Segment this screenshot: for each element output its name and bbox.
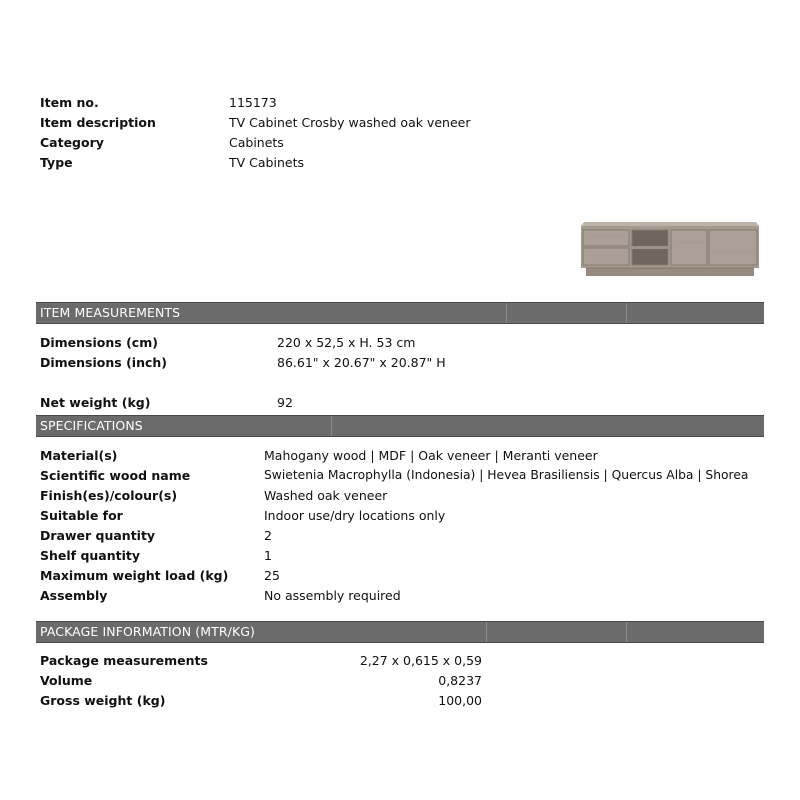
drawer-bottom	[583, 248, 629, 265]
spec-label: Drawer quantity	[40, 528, 156, 543]
item-description-label: Item description	[40, 115, 156, 130]
type-label: Type	[40, 155, 73, 170]
category-value: Cabinets	[229, 135, 284, 150]
package-information-header	[36, 621, 764, 643]
spec-label: Scientific wood name	[40, 468, 191, 483]
product-image	[578, 214, 762, 286]
spec-value: 1	[264, 548, 272, 563]
drawer-top	[583, 230, 629, 246]
dimensions-inch-value: 86.61" x 20.67" x 20.87" H	[277, 355, 446, 370]
spec-value: Mahogany wood | MDF | Oak veneer | Meranti veneer	[264, 448, 598, 463]
item-measurements-header	[36, 302, 764, 324]
dimensions-cm-value: 220 x 52,5 x H. 53 cm	[277, 335, 416, 350]
gross-weight-value: 100,00	[438, 693, 482, 708]
spec-label: Material(s)	[40, 448, 118, 463]
band-separator	[626, 622, 627, 642]
cabinet-base	[586, 268, 754, 276]
item-description-value: TV Cabinet Crosby washed oak veneer	[229, 115, 471, 130]
dimensions-inch-label: Dimensions (inch)	[40, 355, 167, 370]
spec-label: Suitable for	[40, 508, 123, 523]
volume-label: Volume	[40, 673, 93, 688]
item-measurements-title: ITEM MEASUREMENTS	[40, 305, 181, 320]
spec-value: No assembly required	[264, 588, 401, 603]
spec-label: Maximum weight load (kg)	[40, 568, 229, 583]
door-left	[671, 230, 707, 265]
band-separator	[486, 622, 487, 642]
band-separator	[626, 303, 627, 323]
spec-label: Assembly	[40, 588, 108, 603]
spec-value: Indoor use/dry locations only	[264, 508, 446, 523]
spec-value: Washed oak veneer	[264, 488, 388, 503]
shelf-board	[632, 246, 668, 249]
net-weight-value: 92	[277, 395, 293, 410]
band-separator	[506, 303, 507, 323]
specifications-title: SPECIFICATIONS	[40, 418, 143, 433]
door-right	[709, 230, 757, 265]
type-value: TV Cabinets	[229, 155, 304, 170]
package-measurements-label: Package measurements	[40, 653, 208, 668]
spec-label: Shelf quantity	[40, 548, 141, 563]
category-label: Category	[40, 135, 104, 150]
item-no-label: Item no.	[40, 95, 99, 110]
gross-weight-label: Gross weight (kg)	[40, 693, 166, 708]
cabinet-top	[581, 222, 759, 226]
spec-value: 2	[264, 528, 272, 543]
spec-value: 25	[264, 568, 280, 583]
band-separator	[331, 416, 332, 436]
spec-label: Finish(es)/colour(s)	[40, 488, 178, 503]
net-weight-label: Net weight (kg)	[40, 395, 151, 410]
volume-value: 0,8237	[438, 673, 482, 688]
package-information-title: PACKAGE INFORMATION (MTR/KG)	[40, 624, 256, 639]
specifications-header	[36, 415, 764, 437]
package-measurements-value: 2,27 x 0,615 x 0,59	[359, 653, 482, 668]
dimensions-cm-label: Dimensions (cm)	[40, 335, 158, 350]
item-no-value: 115173	[229, 95, 277, 110]
spec-value: Swietenia Macrophylla (Indonesia) | Hevea Brasiliensis | Quercus Alba | Shorea	[264, 468, 749, 482]
